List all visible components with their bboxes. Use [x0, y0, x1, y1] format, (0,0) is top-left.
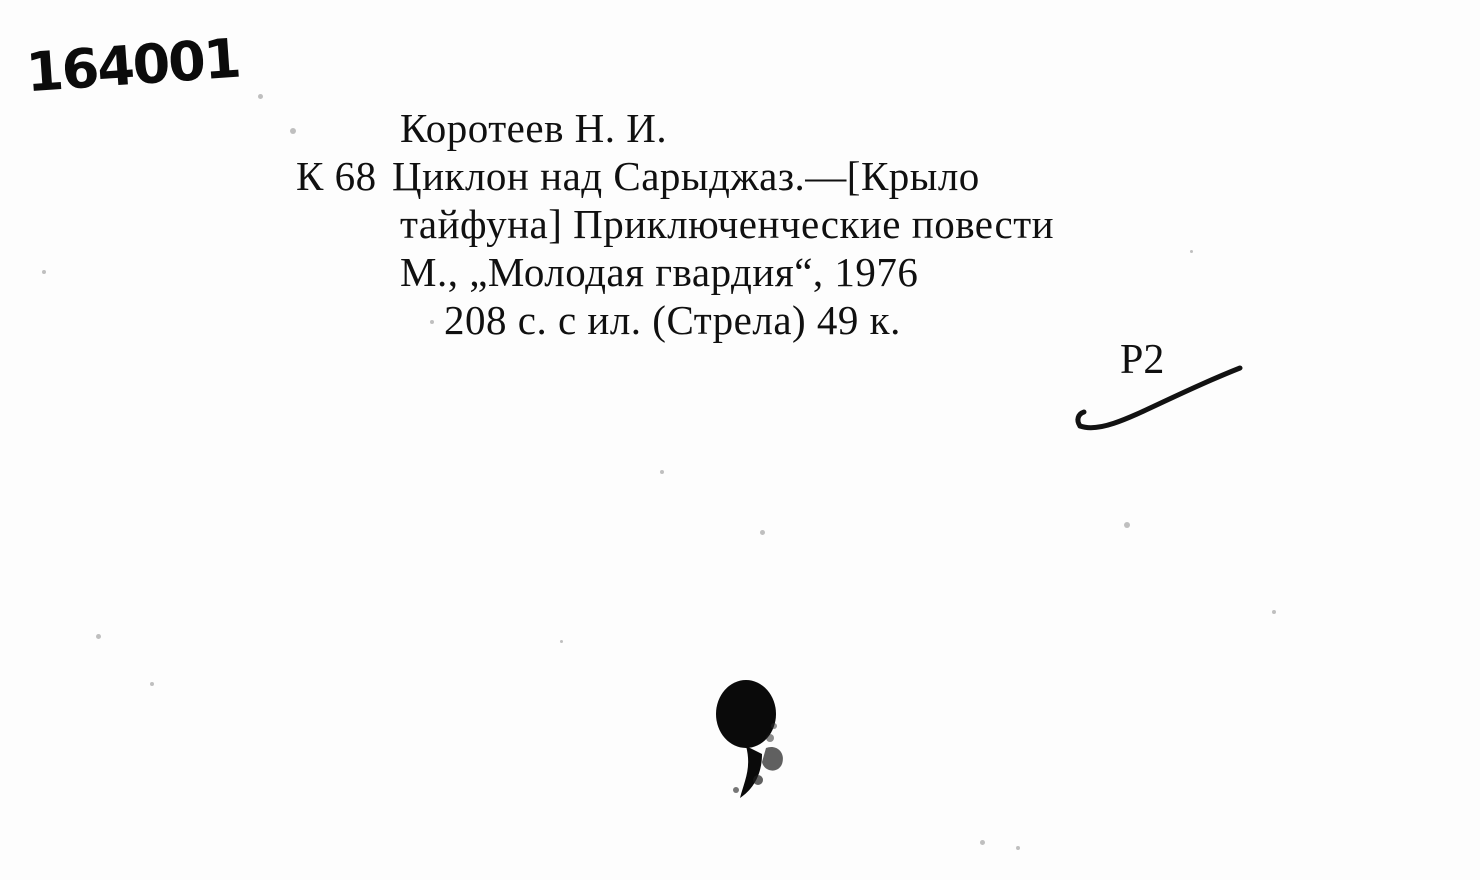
shelf-mark: К 68	[296, 153, 377, 199]
scan-speck	[560, 640, 563, 643]
entry-author: Коротеев Н. И.	[400, 105, 668, 151]
ink-blot-icon	[700, 672, 810, 812]
entry-physical-description: 208 с. с ил. (Стрела) 49 к.	[444, 297, 901, 343]
scan-speck	[1016, 846, 1020, 850]
class-mark: P2	[1120, 337, 1165, 383]
scan-speck	[42, 270, 46, 274]
scan-speck	[150, 682, 154, 686]
accession-number: 164001	[24, 26, 242, 105]
scan-speck	[96, 634, 101, 639]
bibliographic-entry	[296, 104, 1226, 344]
entry-title: Циклон над Сарыджаз.—[Крыло	[392, 153, 980, 199]
entry-title-continuation: тайфуна] Приключенческие повести	[400, 201, 1055, 247]
scan-speck	[660, 470, 664, 474]
entry-title-line	[296, 152, 1226, 200]
scan-speck	[1124, 522, 1130, 528]
scan-speck	[1272, 610, 1276, 614]
entry-imprint: М., „Молодая гвардия“, 1976	[400, 249, 919, 295]
scan-speck	[760, 530, 765, 535]
scan-speck	[980, 840, 985, 845]
scan-speck	[258, 94, 263, 99]
